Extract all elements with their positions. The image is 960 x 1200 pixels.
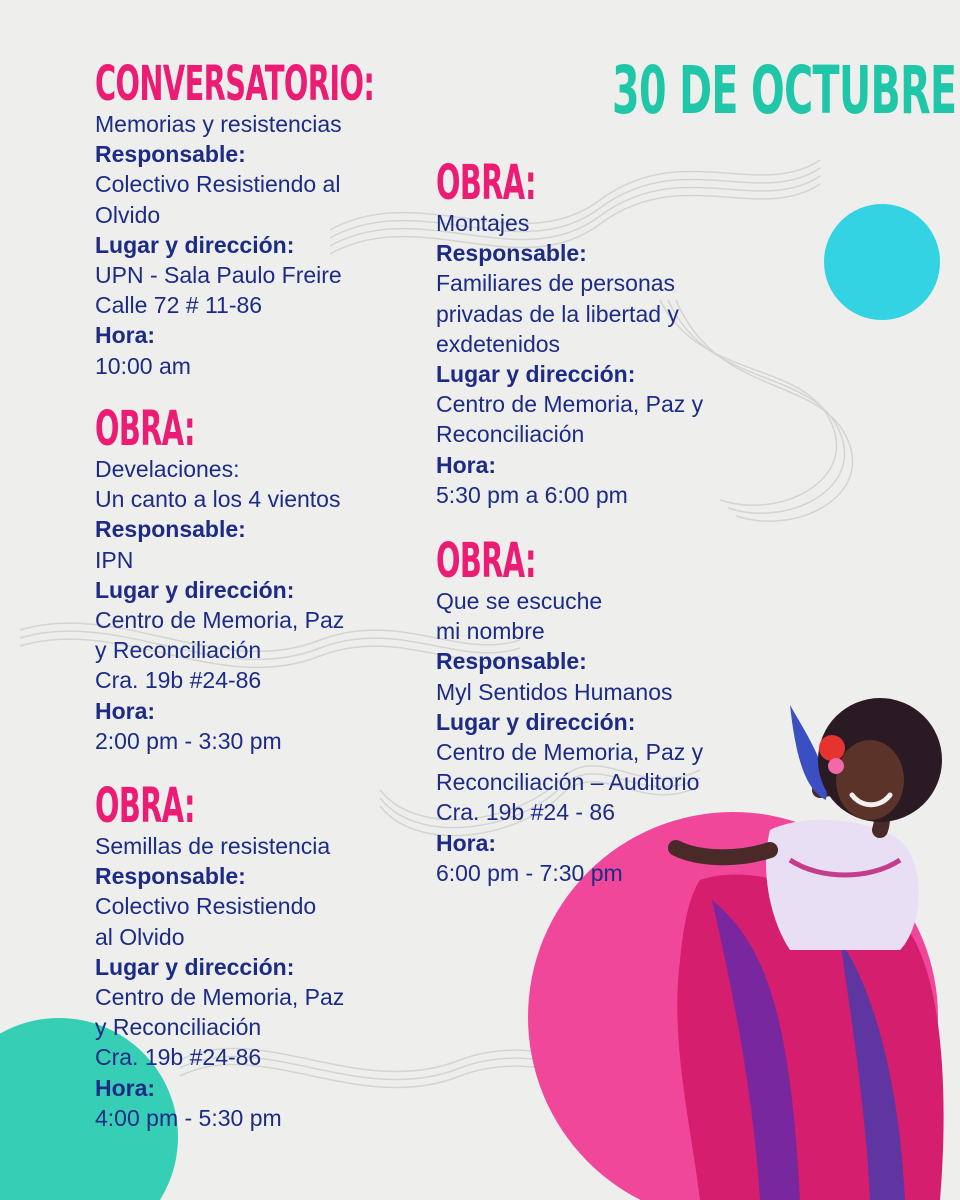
responsable-label: Responsable: [436,648,587,675]
responsable-label: Responsable: [436,240,587,267]
responsable-value: exdetenidos [436,330,561,357]
responsable-value: Olvido [95,201,161,228]
responsable-value: al Olvido [95,923,185,950]
lugar-label: Lugar y dirección: [95,576,295,603]
event-title: OBRA: [436,533,536,589]
lugar-value: Centro de Memoria, Paz y [436,391,704,418]
event-name-line: Un canto a los 4 vientos [95,486,341,513]
responsable-value: privadas de la libertad y [436,300,679,327]
lugar-value: Reconciliación – Auditorio [436,769,700,796]
event-obra-semillas [95,778,345,1133]
responsable-label: Responsable: [95,516,246,543]
lugar-label: Lugar y dirección: [95,953,295,980]
event-obra-que-se-escuche [436,533,704,888]
event-title: OBRA: [95,778,195,834]
responsable-value: Familiares de personas [436,270,676,297]
event-title: CONVERSATORIO: [95,56,375,112]
lugar-value: Cra. 19b #24-86 [95,1044,262,1071]
hora-label: Hora: [95,322,156,349]
event-name-line: mi nombre [436,618,545,645]
responsable-value: Colectivo Resistiendo al [95,171,341,198]
event-date: 30 DE OCTUBRE [612,52,957,129]
lugar-value: UPN - Sala Paulo Freire [95,262,342,289]
event-obra-montajes [436,155,704,510]
event-name-line: Memorias y resistencias [95,111,342,137]
lugar-value: Calle 72 # 11-86 [95,292,263,319]
hora-label: Hora: [436,829,497,856]
lugar-value: Centro de Memoria, Paz [95,607,345,634]
event-name-line: Montajes [436,210,530,236]
lugar-label: Lugar y dirección: [436,361,636,388]
lugar-value: Cra. 19b #24 - 86 [436,799,616,826]
hora-label: Hora: [95,697,156,724]
event-title: OBRA: [436,155,536,211]
responsable-label: Responsable: [95,141,246,168]
event-name-line: Semillas de resistencia [95,833,331,859]
lugar-label: Lugar y dirección: [436,708,636,735]
responsable-label: Responsable: [95,863,246,890]
hora-value: 6:00 pm - 7:30 pm [436,859,623,886]
lugar-label: Lugar y dirección: [95,231,295,258]
hora-value: 10:00 am [95,352,191,379]
responsable-value: IPN [95,546,134,573]
hora-value: 5:30 pm a 6:00 pm [436,481,628,508]
responsable-value: Myl Sentidos Humanos [436,678,673,705]
event-title: OBRA: [95,401,195,457]
lugar-value: Centro de Memoria, Paz [95,984,345,1011]
lugar-value: Reconciliación [436,421,585,448]
event-obra-develaciones [95,401,345,756]
hora-label: Hora: [95,1074,156,1101]
responsable-value: Colectivo Resistiendo [95,893,317,920]
lugar-value: y Reconciliación [95,1014,262,1041]
lugar-value: Centro de Memoria, Paz y [436,739,704,766]
hora-value: 4:00 pm - 5:30 pm [95,1104,282,1131]
event-name-line: Develaciones: [95,456,240,482]
lugar-value: Cra. 19b #24-86 [95,667,262,694]
lugar-value: y Reconciliación [95,637,262,664]
event-name-line: Que se escuche [436,588,603,614]
hora-value: 2:00 pm - 3:30 pm [95,727,282,754]
hora-label: Hora: [436,451,497,478]
